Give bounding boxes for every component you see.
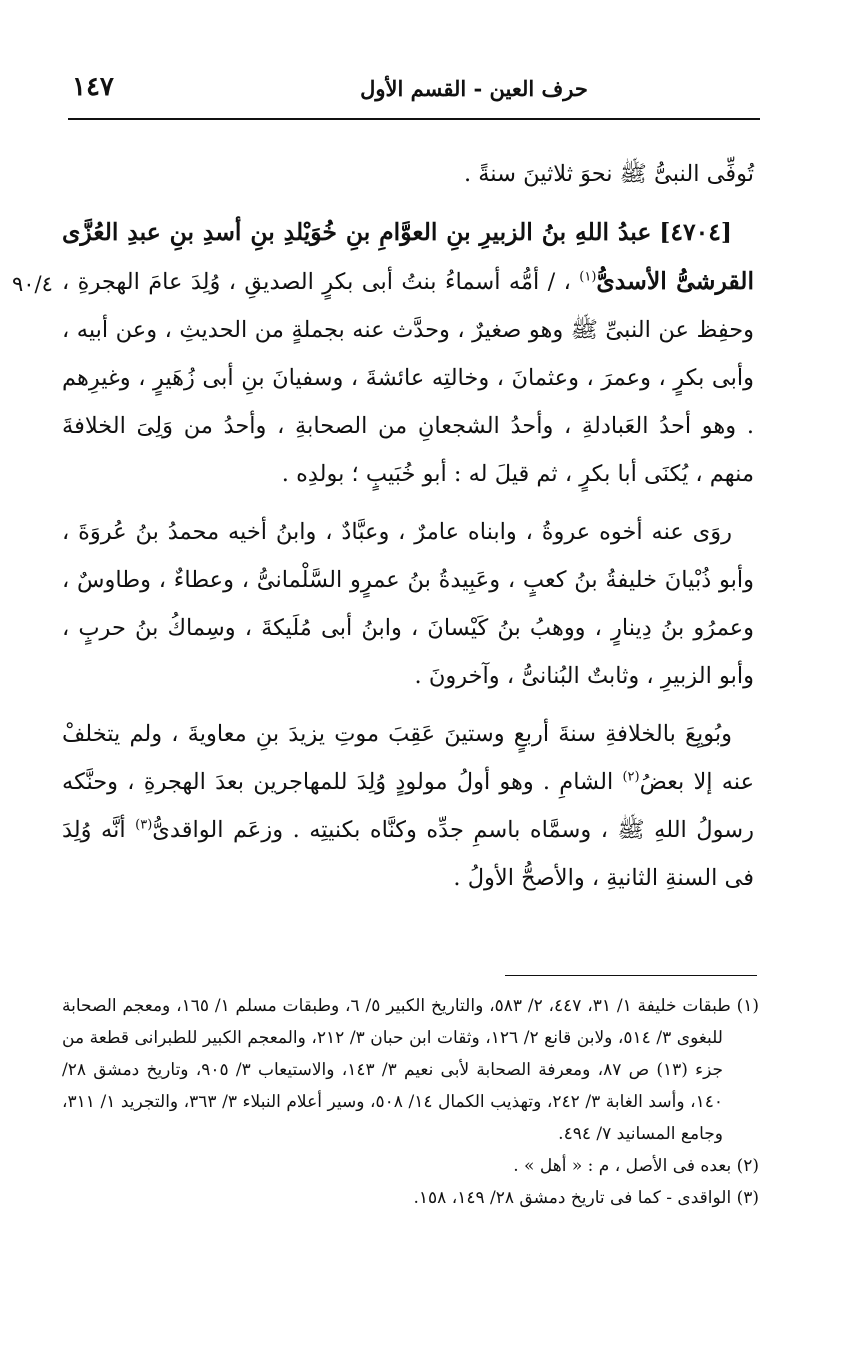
page-header: [70, 66, 758, 112]
footnote-1: (١) طبقات خليفة ١/ ٣١، ٤٤٧، ٢/ ٥٨٣، والتاريخ الكبير ٥/ ٦، وطبقات مسلم ١/ ١٦٥، ومعجم الصحابة للبغوى ٣/ ٥١٤، ولابن قانع ٢/ ١٢٦، وثقات ابن حبان ٣/ ٢١٢، والمعجم الكبير للطبرانى قطعة من جزء (١٣) ص ٨٧، ومعرفة الصحابة لأبى نعيم ٣/ ١٤٣، والاستيعاب ٣/ ٩٠٥، وتاريخ دمشق ٢٨/ ١٤٠، وأسد الغابة ٣/ ٢٤٢، وتهذيب الكمال ١٤/ ٥٠٨، وسير أعلام النبلاء ٣/ ٣٦٣، والتجريد ١/ ٣١١، وجامع المسانيد ٧/ ٤٩٤.: [62, 996, 760, 1144]
footnote-3: (٣) الواقدى - كما فى تاريخ دمشق ٢٨/ ١٤٩، ١٥٨.: [413, 1188, 759, 1208]
main-text: [62, 150, 754, 902]
footnote-ref-3[interactable]: (٣): [135, 817, 153, 833]
caliphate-text-b: الشامِ . وهو أولُ مولودٍ وُلِدَ للمهاجرين بعدَ الهجرةِ ، وحنَّكه رسولُ اللهِ ﷺ ، وسمَّاه باسمِ جدِّه وكنَّاه بكنيتِه . وزعَم الواقدىُّ: [62, 769, 754, 843]
footnote-ref-2[interactable]: (٢): [622, 769, 640, 785]
entry-name: عبدُ اللهِ بنُ الزبيرِ بنِ العوَّامِ بنِ خُوَيْلدِ بنِ أسدِ بنِ عبدِ العُزَّى القرشىُّ الأسدىُّ: [62, 218, 754, 295]
footnote-2: (٢) بعده فى الأصل ، م : « أهل » .: [513, 1156, 759, 1176]
carryover-line: تُوفِّى النبىُّ ﷺ نحوَ ثلاثينَ سنةً .: [463, 161, 754, 187]
footnote-ref-1[interactable]: (١): [579, 269, 597, 285]
entry-text: ، / أمُّه أسماءُ بنتُ أبى بكرٍ الصديقِ ، وُلِدَ عامَ الهجرةِ ، وحفِظ عن النبىِّ ﷺ وهو صغيرٌ ، وحدَّث عنه بجملةٍ من الحديثِ ، وعن أبيه ، وأبى بكرٍ ، وعمرَ ، وعثمانَ ، وخالتِه عائشةَ ، وسفيانَ بنِ أبى زُهَيرٍ ، وغيرِهم . وهو أحدُ العَبادلةِ ، وأحدُ الشجعانِ من الصحابةِ ، وأحدُ من وَلِىَ الخلافةَ منهم ، يُكنَى أبا بكرٍ ، ثم قيلَ له : أبو خُبَيبٍ ؛ بولدِه .: [62, 269, 754, 487]
narrators-paragraph: روَى عنه أخوه عروةُ ، وابناه عامرٌ ، وعبَّادٌ ، وابنُ أخيه محمدُ بنُ عُروَةَ ، وأبو ذُبْيانَ خليفةُ بنُ كعبٍ ، وعَبِيدةُ بنُ عمرٍو السَّلْمانىُّ ، وعطاءٌ ، وطاوسٌ ، وعمرُو بنُ دِينارٍ ، ووهبُ بنُ كَيْسانَ ، وابنُ أبى مُلَيكةَ ، وسِماكُ بنُ حربٍ ، وأبو الزبيرِ ، وثابتٌ البُنانىُّ ، وآخرونَ .: [62, 519, 754, 689]
caliphate-paragraph: [62, 710, 754, 902]
entry-number: [٤٧٠٤]: [659, 218, 732, 246]
caliphate-text-a: وبُويِعَ بالخلافةِ سنةَ أربعٍ وستينَ عَقِبَ موتِ يزيدَ بنِ معاويةَ ، ولم يتخلفْ عنه إلا بعضُ: [62, 721, 754, 795]
margin-reference: ٩٠/٤: [12, 272, 53, 296]
header-rule: [68, 118, 760, 120]
page-number: ١٤٧: [72, 72, 114, 102]
running-title: حرف العين - القسم الأول: [360, 76, 588, 101]
entry-paragraph: [62, 208, 754, 498]
footnote-rule: [505, 975, 757, 976]
caliphate-text-c: أنَّه وُلِدَ فى السنةِ الثانيةِ ، والأصحُّ الأولُ .: [62, 817, 754, 891]
footnotes: [62, 990, 759, 1214]
